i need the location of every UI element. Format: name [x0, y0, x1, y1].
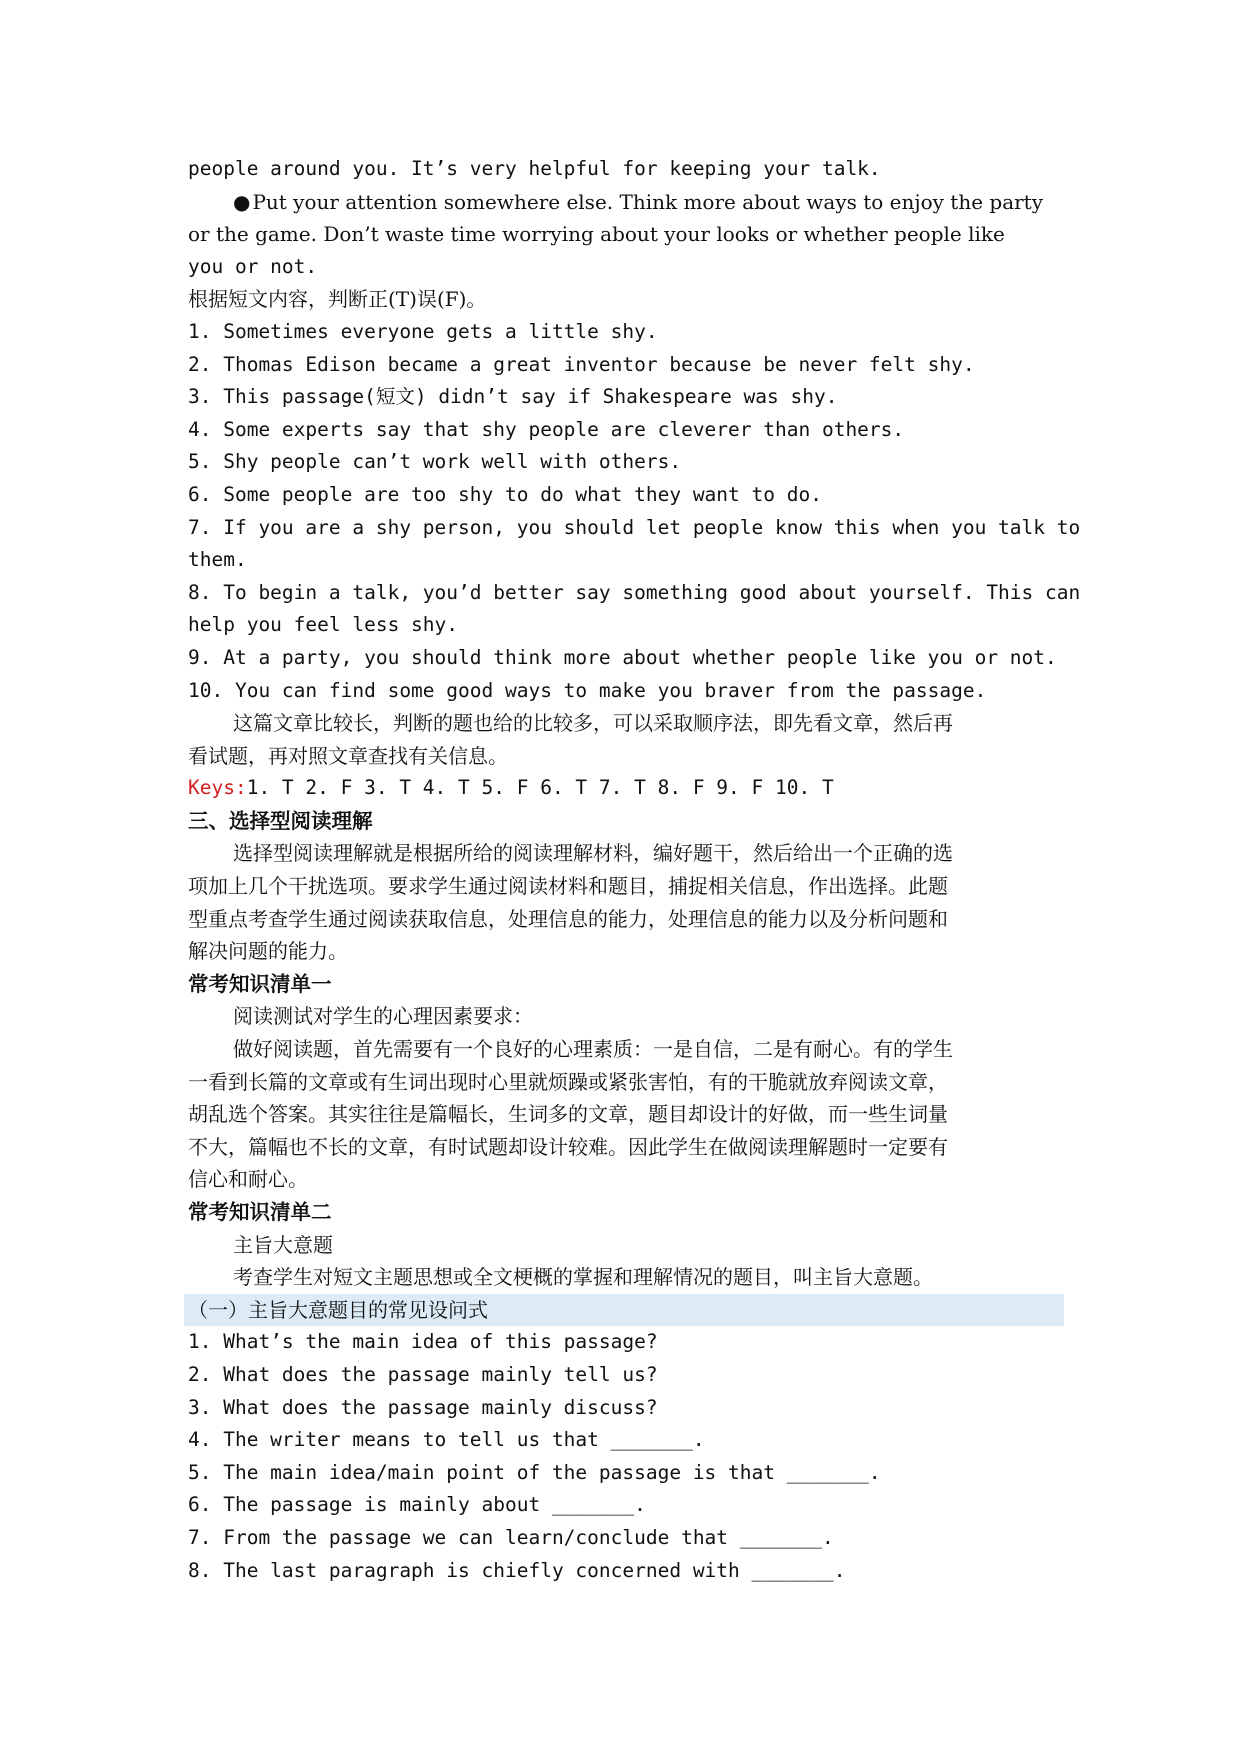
subsection-title: （一）主旨大意题目的常见设问式 [184, 1294, 1064, 1327]
question-form: 7. From the passage we can learn/conclude that _______. [188, 1525, 834, 1549]
question-form: 4. The writer means to tell us that _______. [188, 1428, 705, 1452]
tf-question: 10. You can find some good ways to make you braver from the passage. [188, 678, 987, 702]
document-page [188, 153, 1081, 1587]
tf-question: 6. Some people are too shy to do what they want to do. [188, 482, 822, 506]
list-heading: 常考知识清单二 [188, 1200, 332, 1224]
passage-line: or the game. Don’t waste time worrying about your looks or whether people like [188, 222, 1005, 247]
list-description: 考查学生对短文主题思想或全文梗概的掌握和理解情况的题目，叫主旨大意题。 [233, 1265, 933, 1290]
passage-bullet-line [188, 186, 1068, 219]
list-subtitle: 主旨大意题 [233, 1232, 333, 1257]
tf-tip: 看试题，再对照文章查找有关信息。 [188, 743, 508, 768]
list-paragraph: 信心和耐心。 [188, 1167, 308, 1192]
bullet-text: Put your attention somewhere else. Think more about ways to enjoy the party [252, 189, 1044, 214]
answer-keys [188, 772, 1068, 805]
question-form: 1. What’s the main idea of this passage? [188, 1330, 658, 1354]
tf-question: 2. Thomas Edison became a great inventor because be never felt shy. [188, 352, 975, 376]
tf-question: them. [188, 548, 247, 572]
list-paragraph: 不大，篇幅也不长的文章，有时试题却设计较难。因此学生在做阅读理解题时一定要有 [188, 1134, 948, 1159]
section-paragraph: 型重点考查学生通过阅读获取信息，处理信息的能力，处理信息的能力以及分析问题和 [188, 906, 948, 931]
tf-instruction: 根据短文内容，判断正(T)误(F)。 [188, 287, 487, 312]
tf-question: 4. Some experts say that shy people are cleverer than others. [188, 417, 905, 441]
list-subtitle: 阅读测试对学生的心理因素要求： [233, 1004, 533, 1029]
bullet-icon: ● [233, 189, 251, 214]
question-form: 5. The main idea/main point of the passage is that _______. [188, 1460, 881, 1484]
tf-question: 1. Sometimes everyone gets a little shy. [188, 319, 658, 343]
list-heading: 常考知识清单一 [188, 971, 332, 996]
question-form: 3. What does the passage mainly discuss? [188, 1395, 658, 1419]
passage-line: you or not. [188, 254, 318, 278]
tf-question: 5. Shy people can’t work well with others. [188, 450, 682, 474]
tf-tip: 这篇文章比较长，判断的题也给的比较多，可以采取顺序法，即先看文章，然后再 [233, 711, 953, 736]
section-paragraph: 解决问题的能力。 [188, 939, 348, 964]
question-form: 6. The passage is mainly about _______. [188, 1493, 646, 1517]
question-form: 8. The last paragraph is chiefly concerned with _______. [188, 1558, 846, 1582]
tf-question: 7. If you are a shy person, you should let people know this when you talk to [188, 515, 1081, 539]
list-paragraph: 胡乱选个答案。其实往往是篇幅长，生词多的文章，题目却设计的好做，而一些生词量 [188, 1102, 948, 1127]
section-paragraph: 项加上几个干扰选项。要求学生通过阅读材料和题目，捕捉相关信息，作出选择。此题 [188, 874, 948, 899]
list-paragraph: 做好阅读题，首先需要有一个良好的心理素质：一是自信，二是有耐心。有的学生 [233, 1037, 953, 1062]
keys-answers: 1. T 2. F 3. T 4. T 5. F 6. T 7. T 8. F 9. F 10. T [246, 776, 834, 800]
passage-line: people around you. It’s very helpful for keeping your talk. [188, 157, 881, 180]
keys-label: Keys: [188, 776, 247, 800]
tf-question: 8. To begin a talk, you’d better say something good about yourself. This can [188, 580, 1081, 604]
list-paragraph: 一看到长篇的文章或有生词出现时心里就烦躁或紧张害怕，有的干脆就放弃阅读文章， [188, 1069, 948, 1094]
tf-question: help you feel less shy. [188, 613, 459, 637]
section-paragraph: 选择型阅读理解就是根据所给的阅读理解材料，编好题干，然后给出一个正确的选 [233, 841, 953, 866]
section-heading: 三、选择型阅读理解 [188, 808, 373, 833]
tf-question: 9. At a party, you should think more about whether people like you or not. [188, 645, 1057, 669]
question-form: 2. What does the passage mainly tell us? [188, 1362, 658, 1386]
tf-question: 3. This passage(短文) didn’t say if Shakespeare was shy. [188, 385, 838, 409]
